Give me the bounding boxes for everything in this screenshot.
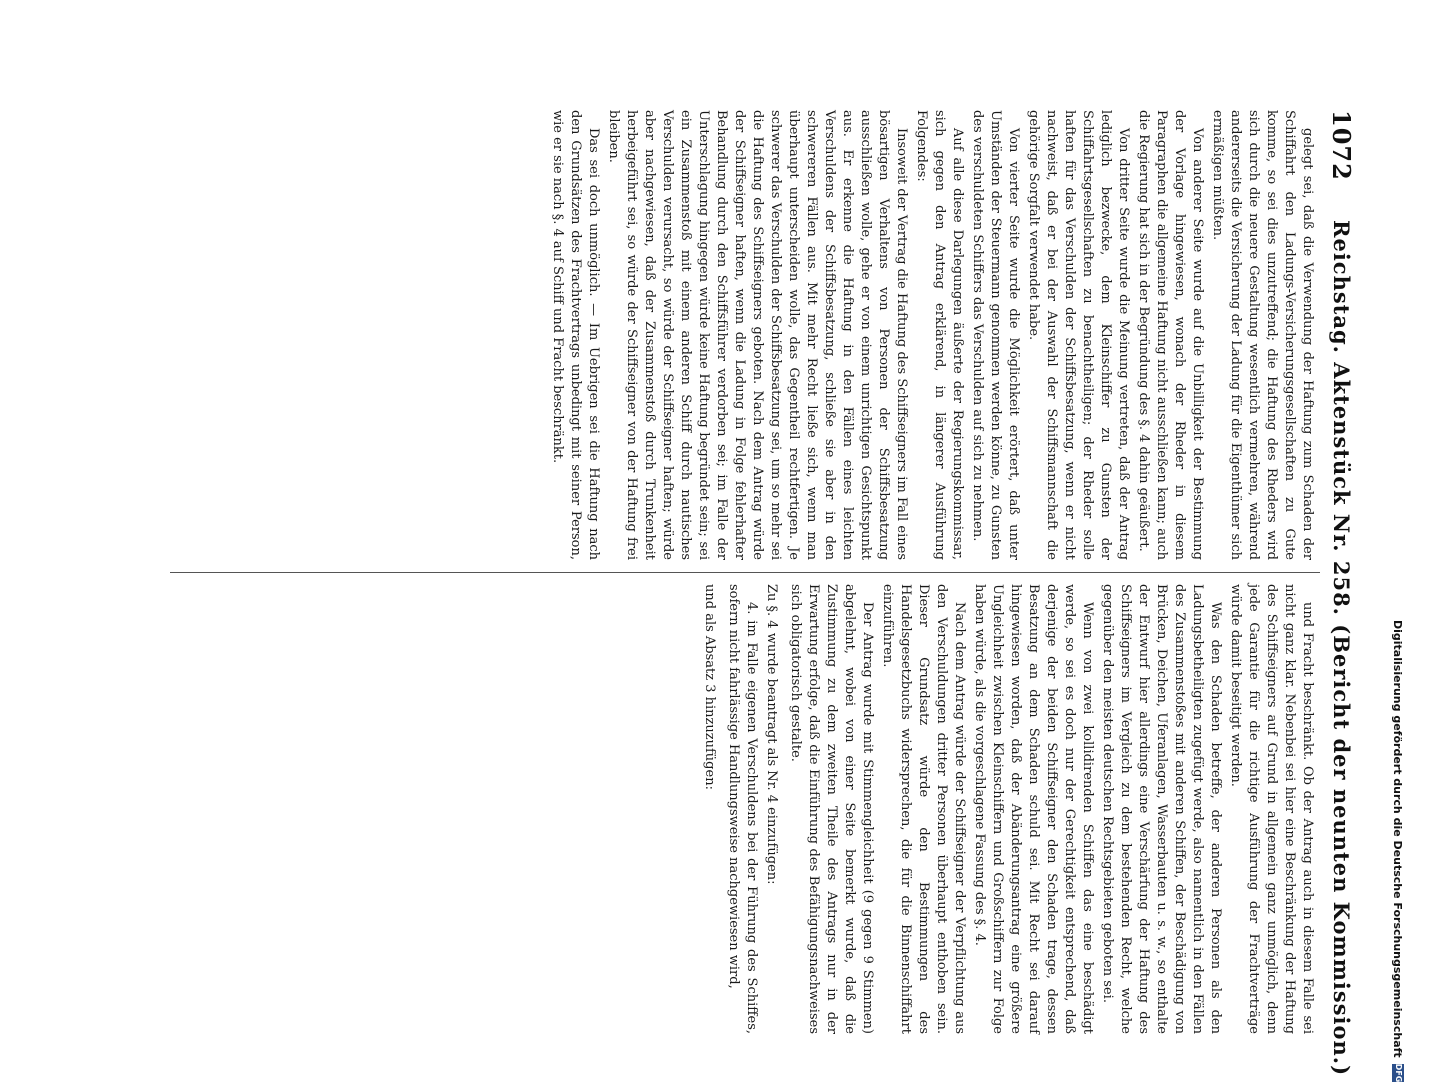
paragraph: Was den Schaden betreffe, der anderen Personen als den Ladungsbetheiligten zugefügt werde, also namentlich in den Fällen des Zusammenstoßes mit anderen Schiffen, der Beschädigung von Brücken, Deichen, Uferanlagen, Wasserbauten u. s. w., so enthalte der Entwurf hier allerdings eine Verschärfung der Haftung des Schiffseigners im Vergleich zu dem bestehenden Recht, welche gegenüber den meisten deutschen Rechtsgebieten geboten sei. — [1100, 584, 1223, 1034]
running-title: Reichstag. Aktenstück Nr. 258. (Bericht der neunten Kommission.) — [1329, 220, 1354, 1077]
paragraph: Wenn von zwei kollidirenden Schiffen das eine beschädigt werde, so sei es doch nur der Gerechtigkeit entsprechend, daß derjenige der beiden Schiffseigner den Schaden trage, dessen Besatzung an dem Schaden schuld sei. Mit Recht sei darauf hingewiesen worden, daß der Abänderungsantrag eine größere Ungleichheit zwischen Kleinschiffern und Großschiffern zur Folge haben würde, als die vorgeschlagene Fassung des §. 4. — [972, 584, 1095, 1034]
paragraph: Zu §. 4 wurde beantragt als Nr. 4 einzufügen: — [764, 584, 779, 885]
left-column — [176, 110, 1316, 560]
page-number: 1072 — [1327, 110, 1356, 181]
digitization-notice — [1388, 620, 1408, 1082]
column-divider — [170, 572, 1320, 573]
paragraph: Auf alle diese Darlegungen äußerte der Regierungskommissar, sich gegen den Antrag erklärend, in längerer Ausführung Folgendes: — [914, 110, 965, 560]
paragraph: Von dritter Seite wurde die Meinung vertreten, daß der Antrag lediglich bezwecke, dem Kleinschiffer zu Gunsten der Schiffahrtsgesellschaften zu benachtheiligen; der Rheder solle haften für das Verschulden der Schiffsbesatzung, wenn er nicht nachweist, daß er bei der Auswahl der Schiffsmannschaft die gehörige Sorgfalt verwendet habe. — [1026, 110, 1131, 560]
notice-text: Digitalisierung gefördert durch die Deutsche Forschungsgemeinschaft — [1391, 620, 1405, 1058]
paragraph: und als Absatz 3 hinzuzufügen: — [702, 584, 717, 790]
paragraph: Insoweit der Vertrag die Haftung des Schiffseigners im Fall eines bösartigen Verhaltens von Personen der Schiffsbesatzung ausschließen wolle, gehe er von einem unrichtigen Gesichtspunkt aus. Er erkenne die Haftung in den Fällen eines leichten Verschuldens der Schiffsbesatzung, schließe sie aber in den schwereren Fällen aus. Mit mehr Recht ließe sich, wenn man überhaupt unterscheiden wolle, das Gegentheil rechtfertigen. Je schwerer das Verschulden der Schiffsbesatzung sei, um so mehr sei die Haftung des Schiffseigners geboten. Nach dem Antrag würde der Schiffseigner haften, wenn die Ladung in Folge fehlerhafter Behandlung durch den Schiffsführer verdorben sei; im Falle der Unterschlagung hingegen würde keine Haftung begründet sein; sei ein Zusammenstoß mit einem anderen Schiff durch nautisches Verschulden verursacht, so würde der Schiffseigner haften; würde aber nachgewiesen, daß der Zusammenstoß durch Trunkenheit herbeigeführt sei, so würde der Schiffseigner von der Haftung frei bleiben. — [606, 110, 909, 560]
right-column — [146, 584, 1316, 1034]
paragraph: Nach dem Antrag würde der Schiffseigner der Verpflichtung aus den Verschuldungen dritter Personen überhaupt enthoben sein. Dieser Grundsatz würde den Bestimmungen des Handelsgesetzbuchs widersprechen, die für die Binnenschiffahrt einzuführen. — [880, 584, 967, 1034]
page-header — [1326, 110, 1356, 1077]
dfg-logo-icon: DFG — [1394, 1063, 1403, 1082]
paragraph: Das sei doch unmöglich. — Im Uebrigen sei die Haftung nach den Grundsätzen des Frachtvertrags unbedingt mit seiner Person, wie er sie nach §. 4 auf Schiff und Fracht beschränkt. — [550, 110, 601, 560]
paragraph: Der Antrag wurde mit Stimmengleichheit (9 gegen 9 Stimmen) abgelehnt, wobei von einer Seite bemerkt wurde, daß die Zustimmung zu dem zweiten Theile des Antrags nur in der Erwartung erfolge, daß die Einführung des Befähigungsnachweises sich obligatorisch gestalte. — [788, 584, 875, 1034]
paragraph: Von anderer Seite wurde auf die Unbilligkeit der Bestimmung der Vorlage hingewiesen, wonach der Rheder in diesem Paragraphen die allgemeine Haftung nicht ausschließen kann; auch die Regierung hat sich in der Begründung des §. 4 dahin geäußert. — [1136, 110, 1205, 560]
paragraph: und Fracht beschränkt. Ob der Antrag auch in diesem Falle sei nicht ganz klar. Nebenbei sei hier eine Beschränkung der Haftung des Schiffseigners auf Grund in allgemein ganz unmöglich, denn jede Garantie für die richtige Ausführung der Frachtverträge würde damit beseitigt werden. — [1228, 584, 1315, 1034]
paragraph: gelegt sei, daß die Verwendung der Haftung zum Schaden der Schiffahrt den Ladungs-Versicherungsgesellschaften zu Gute komme, so sei dies unzutreffend; die Haftung des Rheders wird sich durch die neuere Gestaltung wesentlich vermehren, während andererseits die Versicherung der Ladung für die Eigenthümer sich ermäßigen müßten. — [1210, 110, 1315, 560]
paragraph: Von vierter Seite wurde die Möglichkeit erörtert, daß unter Umständen der Steuermann genommen werden könne, zu Gunsten des verschuldeten Schiffers das Verschulden auf sich zu nehmen. — [970, 110, 1021, 560]
paragraph: 4. im Falle eigenen Verschuldens bei der Führung des Schiffes, sofern nicht fahrlässige Handlungsweise nachgewiesen wird, — [726, 584, 759, 1034]
